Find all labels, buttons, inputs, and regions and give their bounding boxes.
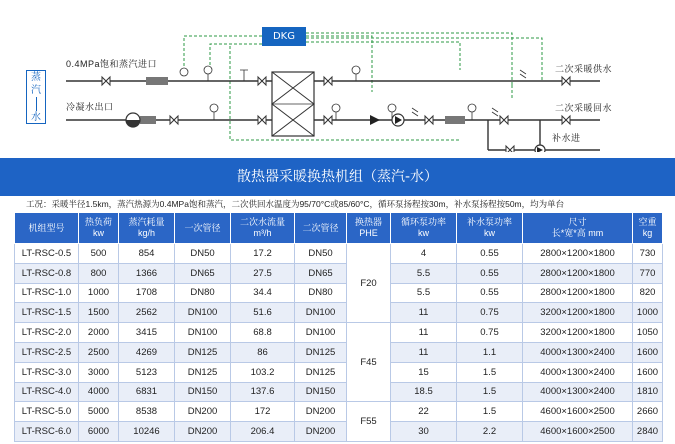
check-valve <box>370 115 380 125</box>
cell-primary-pipe: DN200 <box>175 422 231 442</box>
cell-circ-pump-power: 11 <box>391 323 457 343</box>
cell-dimensions: 4600×1600×2500 <box>523 402 633 422</box>
cell-secondary-flow: 206.4 <box>231 422 295 442</box>
cell-heat-load: 3000 <box>79 362 119 382</box>
cell-makeup-pump-power: 2.2 <box>457 422 523 442</box>
header-circ-pump-power: 循环泵功率 kw <box>391 213 457 244</box>
cell-secondary-flow: 172 <box>231 402 295 422</box>
cell-steam-consumption: 1708 <box>119 283 175 303</box>
cell-model: LT-RSC-6.0 <box>15 422 79 442</box>
table-row <box>15 422 663 442</box>
header-model: 机组型号 <box>15 213 79 244</box>
cell-secondary-pipe: DN200 <box>295 422 347 442</box>
dkg-controller-box: DKG <box>262 27 306 46</box>
spec-table <box>14 212 663 442</box>
cell-weight: 1050 <box>633 323 663 343</box>
legend-divider <box>36 97 37 111</box>
cell-heat-load: 5000 <box>79 402 119 422</box>
cell-primary-pipe: DN65 <box>175 263 231 283</box>
cell-circ-pump-power: 30 <box>391 422 457 442</box>
table-row <box>15 342 663 362</box>
cell-dimensions: 3200×1200×1800 <box>523 303 633 323</box>
cell-primary-pipe: DN125 <box>175 342 231 362</box>
cell-weight: 1600 <box>633 342 663 362</box>
cell-model: LT-RSC-0.8 <box>15 263 79 283</box>
table-row <box>15 283 663 303</box>
cell-steam-consumption: 854 <box>119 244 175 264</box>
cell-secondary-flow: 103.2 <box>231 362 295 382</box>
cell-steam-consumption: 4269 <box>119 342 175 362</box>
header-dimensions: 尺寸 长*宽*高 mm <box>523 213 633 244</box>
condensate-outlet-label: 冷凝水出口 <box>66 102 114 112</box>
cell-weight: 1600 <box>633 362 663 382</box>
cell-model: LT-RSC-1.5 <box>15 303 79 323</box>
cell-steam-consumption: 5123 <box>119 362 175 382</box>
cell-makeup-pump-power: 1.1 <box>457 342 523 362</box>
table-row <box>15 303 663 323</box>
cell-weight: 2840 <box>633 422 663 442</box>
cell-steam-consumption: 3415 <box>119 323 175 343</box>
process-schematic <box>0 0 675 152</box>
cell-heat-load: 4000 <box>79 382 119 402</box>
cell-steam-consumption: 10246 <box>119 422 175 442</box>
cell-dimensions: 4000×1300×2400 <box>523 382 633 402</box>
cell-model: LT-RSC-5.0 <box>15 402 79 422</box>
header-secondary-pipe: 二次管径 <box>295 213 347 244</box>
cell-secondary-pipe: DN65 <box>295 263 347 283</box>
cell-secondary-flow: 137.6 <box>231 382 295 402</box>
table-row <box>15 263 663 283</box>
cell-dimensions: 2800×1200×1800 <box>523 263 633 283</box>
cell-makeup-pump-power: 0.75 <box>457 303 523 323</box>
cell-steam-consumption: 8538 <box>119 402 175 422</box>
cell-makeup-pump-power: 1.5 <box>457 362 523 382</box>
cell-secondary-flow: 51.6 <box>231 303 295 323</box>
cell-primary-pipe: DN80 <box>175 283 231 303</box>
legend-top-char: 蒸 <box>31 72 41 83</box>
cell-secondary-flow: 68.8 <box>231 323 295 343</box>
piping-diagram <box>0 0 675 152</box>
product-title: 散热器采暖换热机组（蒸汽-水） <box>0 158 675 196</box>
cell-primary-pipe: DN150 <box>175 382 231 402</box>
cell-makeup-pump-power: 0.55 <box>457 283 523 303</box>
makeup-water-label: 补水进 <box>552 133 581 143</box>
cell-exchanger: F20 <box>347 244 391 323</box>
gauges <box>180 66 476 120</box>
cell-primary-pipe: DN100 <box>175 303 231 323</box>
cell-circ-pump-power: 15 <box>391 362 457 382</box>
cell-primary-pipe: DN50 <box>175 244 231 264</box>
cell-dimensions: 3200×1200×1800 <box>523 323 633 343</box>
table-header-row <box>15 213 663 244</box>
cell-exchanger: F45 <box>347 323 391 402</box>
header-steam-consumption: 蒸汽耗量 kg/h <box>119 213 175 244</box>
header-exchanger: 换热器 PHE <box>347 213 391 244</box>
cell-secondary-pipe: DN200 <box>295 402 347 422</box>
cell-circ-pump-power: 4 <box>391 244 457 264</box>
cell-primary-pipe: DN200 <box>175 402 231 422</box>
cell-primary-pipe: DN100 <box>175 323 231 343</box>
cell-secondary-pipe: DN125 <box>295 362 347 382</box>
header-weight: 空重 kg <box>633 213 663 244</box>
cell-makeup-pump-power: 0.55 <box>457 263 523 283</box>
secondary-supply-label: 二次采暖供水 <box>555 64 613 74</box>
table-row <box>15 244 663 264</box>
cell-heat-load: 800 <box>79 263 119 283</box>
cell-makeup-pump-power: 1.5 <box>457 402 523 422</box>
table-body <box>15 244 663 442</box>
heat-exchanger <box>272 72 314 136</box>
cell-secondary-flow: 17.2 <box>231 244 295 264</box>
cell-circ-pump-power: 22 <box>391 402 457 422</box>
cell-weight: 1810 <box>633 382 663 402</box>
cell-circ-pump-power: 5.5 <box>391 283 457 303</box>
cell-dimensions: 2800×1200×1800 <box>523 283 633 303</box>
cell-makeup-pump-power: 0.55 <box>457 244 523 264</box>
cell-model: LT-RSC-3.0 <box>15 362 79 382</box>
cell-secondary-flow: 34.4 <box>231 283 295 303</box>
header-heat-load: 热负荷 kw <box>79 213 119 244</box>
header-secondary-flow: 二次水流量 m³/h <box>231 213 295 244</box>
cell-dimensions: 4000×1300×2400 <box>523 362 633 382</box>
cell-exchanger: F55 <box>347 402 391 442</box>
cell-steam-consumption: 6831 <box>119 382 175 402</box>
cell-primary-pipe: DN125 <box>175 362 231 382</box>
legend-bottom-char: 水 <box>31 112 41 123</box>
cell-secondary-pipe: DN150 <box>295 382 347 402</box>
table-row <box>15 323 663 343</box>
cell-makeup-pump-power: 0.75 <box>457 323 523 343</box>
cell-heat-load: 500 <box>79 244 119 264</box>
cell-heat-load: 1000 <box>79 283 119 303</box>
cell-steam-consumption: 1366 <box>119 263 175 283</box>
cell-circ-pump-power: 5.5 <box>391 263 457 283</box>
cell-weight: 1000 <box>633 303 663 323</box>
cell-weight: 820 <box>633 283 663 303</box>
table-row <box>15 402 663 422</box>
steam-water-legend <box>26 70 46 124</box>
cell-model: LT-RSC-2.0 <box>15 323 79 343</box>
cell-secondary-pipe: DN80 <box>295 283 347 303</box>
cell-heat-load: 2500 <box>79 342 119 362</box>
cell-weight: 730 <box>633 244 663 264</box>
cell-secondary-flow: 27.5 <box>231 263 295 283</box>
cell-model: LT-RSC-1.0 <box>15 283 79 303</box>
cell-secondary-pipe: DN50 <box>295 244 347 264</box>
cell-model: LT-RSC-0.5 <box>15 244 79 264</box>
cell-model: LT-RSC-2.5 <box>15 342 79 362</box>
cell-model: LT-RSC-4.0 <box>15 382 79 402</box>
cell-circ-pump-power: 18.5 <box>391 382 457 402</box>
cell-dimensions: 4600×1600×2500 <box>523 422 633 442</box>
cell-weight: 2660 <box>633 402 663 422</box>
table-row <box>15 362 663 382</box>
cell-secondary-pipe: DN100 <box>295 303 347 323</box>
cell-secondary-pipe: DN125 <box>295 342 347 362</box>
table-row <box>15 382 663 402</box>
cell-circ-pump-power: 11 <box>391 342 457 362</box>
cell-secondary-pipe: DN100 <box>295 323 347 343</box>
cell-heat-load: 2000 <box>79 323 119 343</box>
cell-steam-consumption: 2562 <box>119 303 175 323</box>
cell-heat-load: 6000 <box>79 422 119 442</box>
cell-circ-pump-power: 11 <box>391 303 457 323</box>
steam-inlet-label: 0.4MPa饱和蒸汽进口 <box>66 59 158 69</box>
header-primary-pipe: 一次管径 <box>175 213 231 244</box>
cell-heat-load: 1500 <box>79 303 119 323</box>
operating-conditions-note: 工况：采暖半径1.5km，蒸汽热源为0.4MPa饱和蒸汽，二次供回水温度为95/70°C或85/60°C，循环泵扬程按30m，补水泵扬程按50m，均为单台 <box>26 199 565 209</box>
cell-secondary-flow: 86 <box>231 342 295 362</box>
cell-dimensions: 2800×1200×1800 <box>523 244 633 264</box>
secondary-return-label: 二次采暖回水 <box>555 103 613 113</box>
cell-dimensions: 4000×1300×2400 <box>523 342 633 362</box>
legend-mid-char: 汽 <box>31 85 41 96</box>
cell-weight: 770 <box>633 263 663 283</box>
header-makeup-pump-power: 补水泵功率 kw <box>457 213 523 244</box>
cell-makeup-pump-power: 1.5 <box>457 382 523 402</box>
